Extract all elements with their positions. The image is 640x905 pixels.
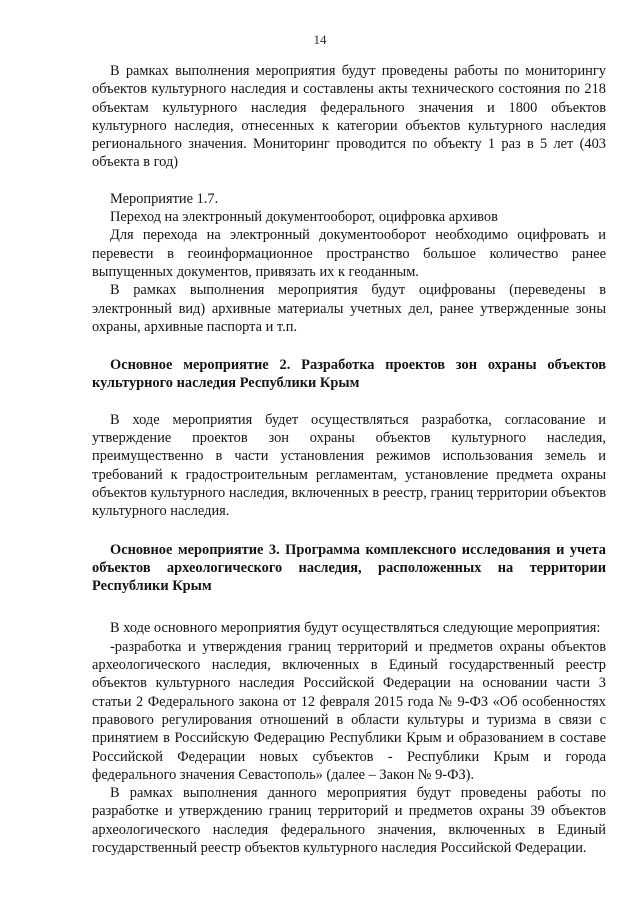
measure-title: Переход на электронный документооборот, оцифровка архивов xyxy=(110,209,498,226)
section-heading-measure-3: Основное мероприятие 3. Программа комплексного исследования и учета объектов археологического наследия, расположенных на территории Республики Крым xyxy=(92,541,606,595)
paragraph-activities-intro: В ходе основного мероприятия будут осуществляться следующие мероприятия: xyxy=(110,620,601,637)
paragraph-monitoring: В рамках выполнения мероприятия будут проведены работы по мониторингу объектов культурного наследия и составлены акты технического состояния по 218 объектам культурного наследия федерального значения и 1800 объектов культурного наследия, отнесенных к категории объектов культурного наследия регионального значения. Мониторинг проводится по объекту 1 раз в 5 лет (403 объекта в год) xyxy=(92,63,606,171)
paragraph-archaeological-works: В рамках выполнения данного мероприятия будут проведены работы по разработке и утверждению границ территорий и предметов охраны 39 объектов археологического наследия федерального значения, включенных в Единый государственный реестр объектов культурного наследия Российской Федерации. xyxy=(92,785,606,856)
paragraph-boundaries-list-item: -разработка и утверждения границ территорий и предметов охраны объектов археологического наследия, включенных в Единый государственный реестр объектов культурного наследия Российской Федерации на основании части 3 статьи 2 Федерального закона от 12 февраля 2015 года № 9-ФЗ «Об особенностях правового регулирования отношений в области культуры и туризма в связи с принятием в Российскую Федерацию Республики Крым и образованием в составе Российской Федерации новых субъектов - Республики Крым и города федерального значения Севастополь» (далее – Закон № 9-ФЗ). xyxy=(92,638,606,783)
section-heading-measure-2: Основное мероприятие 2. Разработка проектов зон охраны объектов культурного наследия Республики Крым xyxy=(92,357,606,392)
page-number: 14 xyxy=(313,32,327,47)
paragraph-protection-zones: В ходе мероприятия будет осуществляться разработка, согласование и утверждение проектов зон охраны объектов культурного наследия, преимущественно в части установления режимов использования земель и требований к градостроительным регламентам, установление предмета охраны объектов культурного наследия, включенных в реестр, границ территории объектов культурного наследия. xyxy=(92,411,606,520)
paragraph-digitization-plan: В рамках выполнения мероприятия будут оцифрованы (переведены в электронный вид) архивные материалы учетных дел, ранее утвержденные зоны охраны, архивные паспорта и т.п. xyxy=(92,282,606,335)
document-body xyxy=(92,62,606,857)
measure-number-label: Мероприятие 1.7. xyxy=(110,190,219,207)
paragraph-digitization-need: Для перехода на электронный документооборот необходимо оцифровать и перевести в геоинформационное пространство большое количество ранее выпущенных документов, привязать их к геоданным. xyxy=(92,227,606,280)
